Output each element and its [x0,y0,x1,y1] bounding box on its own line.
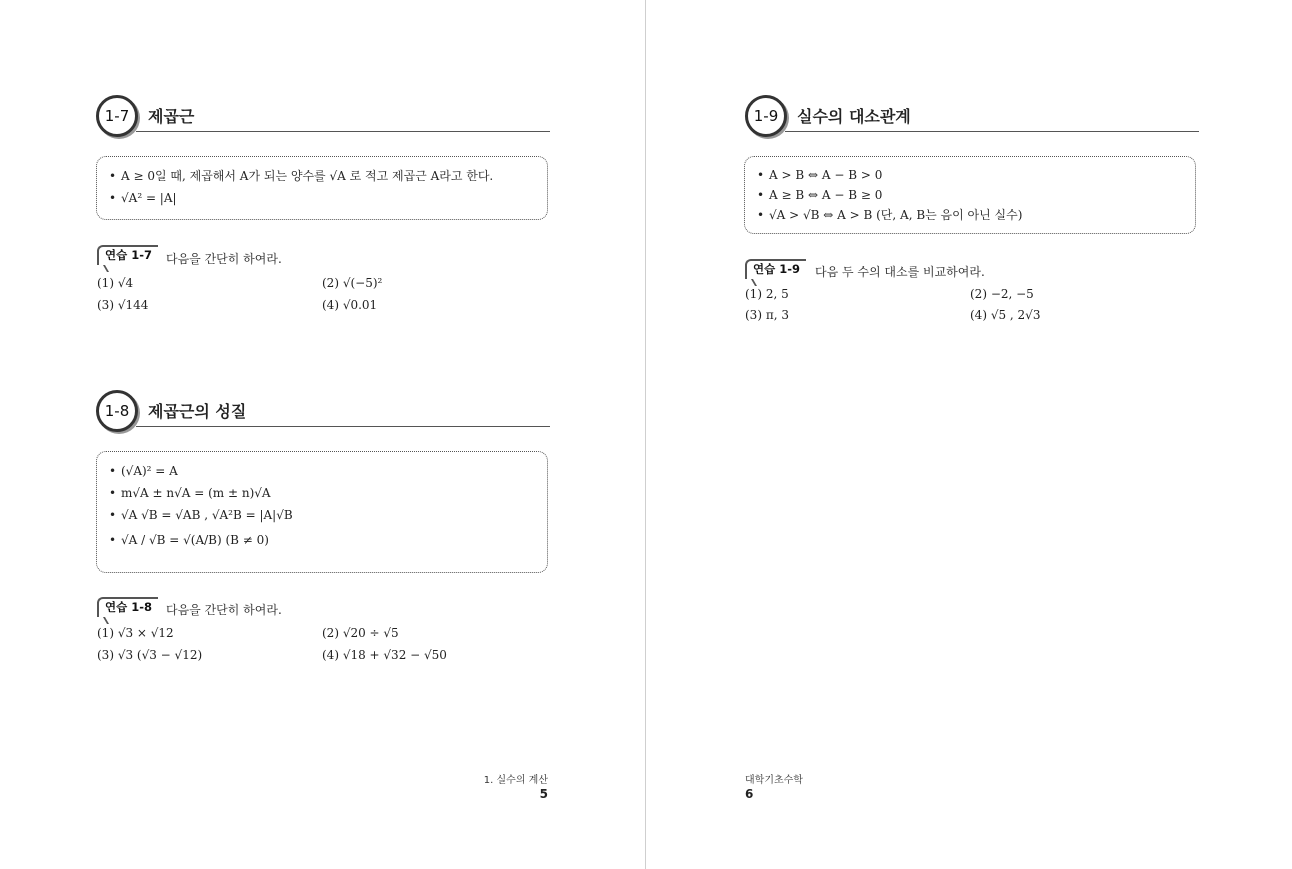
section-rule [785,131,1199,132]
left-page [0,0,645,869]
problem-item: (4) √0.01 [322,298,378,312]
definition-box-1-8 [96,451,548,573]
problem-item: (1) √3 × √12 [97,626,174,640]
section-badge: 1-9 [745,95,787,137]
problem-item: (3) √3 (√3 − √12) [97,648,203,662]
problem-item: (1) √4 [97,276,134,290]
definition-item: • A ≥ B ⇔ A − B ≥ 0 [757,185,1183,205]
definition-item: • m√A ± n√A = (m ± n)√A [109,482,535,504]
exercise-tag: 연습 1-9 [745,259,806,279]
right-page [646,0,1291,869]
definition-item: • A > B ⇔ A − B > 0 [757,165,1183,185]
section-title: 제곱근의 성질 [148,402,247,421]
bullet-icon: • [757,168,765,182]
section-rule [136,426,550,427]
bullet-icon: • [109,191,117,205]
definition-item: • √A / √B = √(A/B) (B ≠ 0) [109,526,535,554]
section-title: 제곱근 [148,107,195,126]
problem-item: (2) √(−5)² [322,276,383,290]
section-header-1-7 [96,95,550,139]
bullet-icon: • [109,464,117,478]
bullet-icon: • [109,486,117,500]
problem-item: (2) √20 ÷ √5 [322,626,399,640]
problem-item: (4) √5 , 2√3 [970,308,1041,322]
section-badge: 1-8 [96,390,138,432]
definition-item: • √A² = |A| [109,187,535,209]
bullet-icon: • [757,208,765,222]
exercise-prompt: 다음 두 수의 대소를 비교하여라. [815,265,985,279]
section-title: 실수의 대소관계 [797,107,911,126]
bullet-icon: • [109,169,117,183]
problem-item: (4) √18 + √32 − √50 [322,648,447,662]
page-number: 6 [745,787,754,801]
definition-box-1-7 [96,156,548,220]
bullet-icon: • [109,508,117,522]
problem-item: (2) −2, −5 [970,287,1034,301]
exercise-tag: 연습 1-8 [97,597,158,617]
problem-item: (1) 2, 5 [745,287,789,301]
section-header-1-8 [96,390,550,434]
definition-item: • √A √B = √AB , √A²B = |A|√B [109,504,535,526]
problem-item: (3) √144 [97,298,149,312]
page-number: 5 [539,787,548,801]
section-rule [136,131,550,132]
section-header-1-9 [745,95,1199,139]
problem-item: (3) π, 3 [745,308,789,322]
footer-book-label: 대학기초수학 [745,775,803,786]
footer-chapter-label: 1. 실수의 계산 [483,775,548,786]
definition-box-1-9 [744,156,1196,234]
definition-item: • (√A)² = A [109,460,535,482]
exercise-prompt: 다음을 간단히 하여라. [166,252,282,266]
bullet-icon: • [757,188,765,202]
definition-item: • A ≥ 0일 때, 제곱해서 A가 되는 양수를 √A 로 적고 제곱근 A라고 한다. [109,165,535,187]
exercise-tag: 연습 1-7 [97,245,158,265]
bullet-icon: • [109,533,117,547]
exercise-prompt: 다음을 간단히 하여라. [166,603,282,617]
section-badge: 1-7 [96,95,138,137]
definition-item: • √A > √B ⇔ A > B (단, A, B는 음이 아닌 실수) [757,205,1183,225]
